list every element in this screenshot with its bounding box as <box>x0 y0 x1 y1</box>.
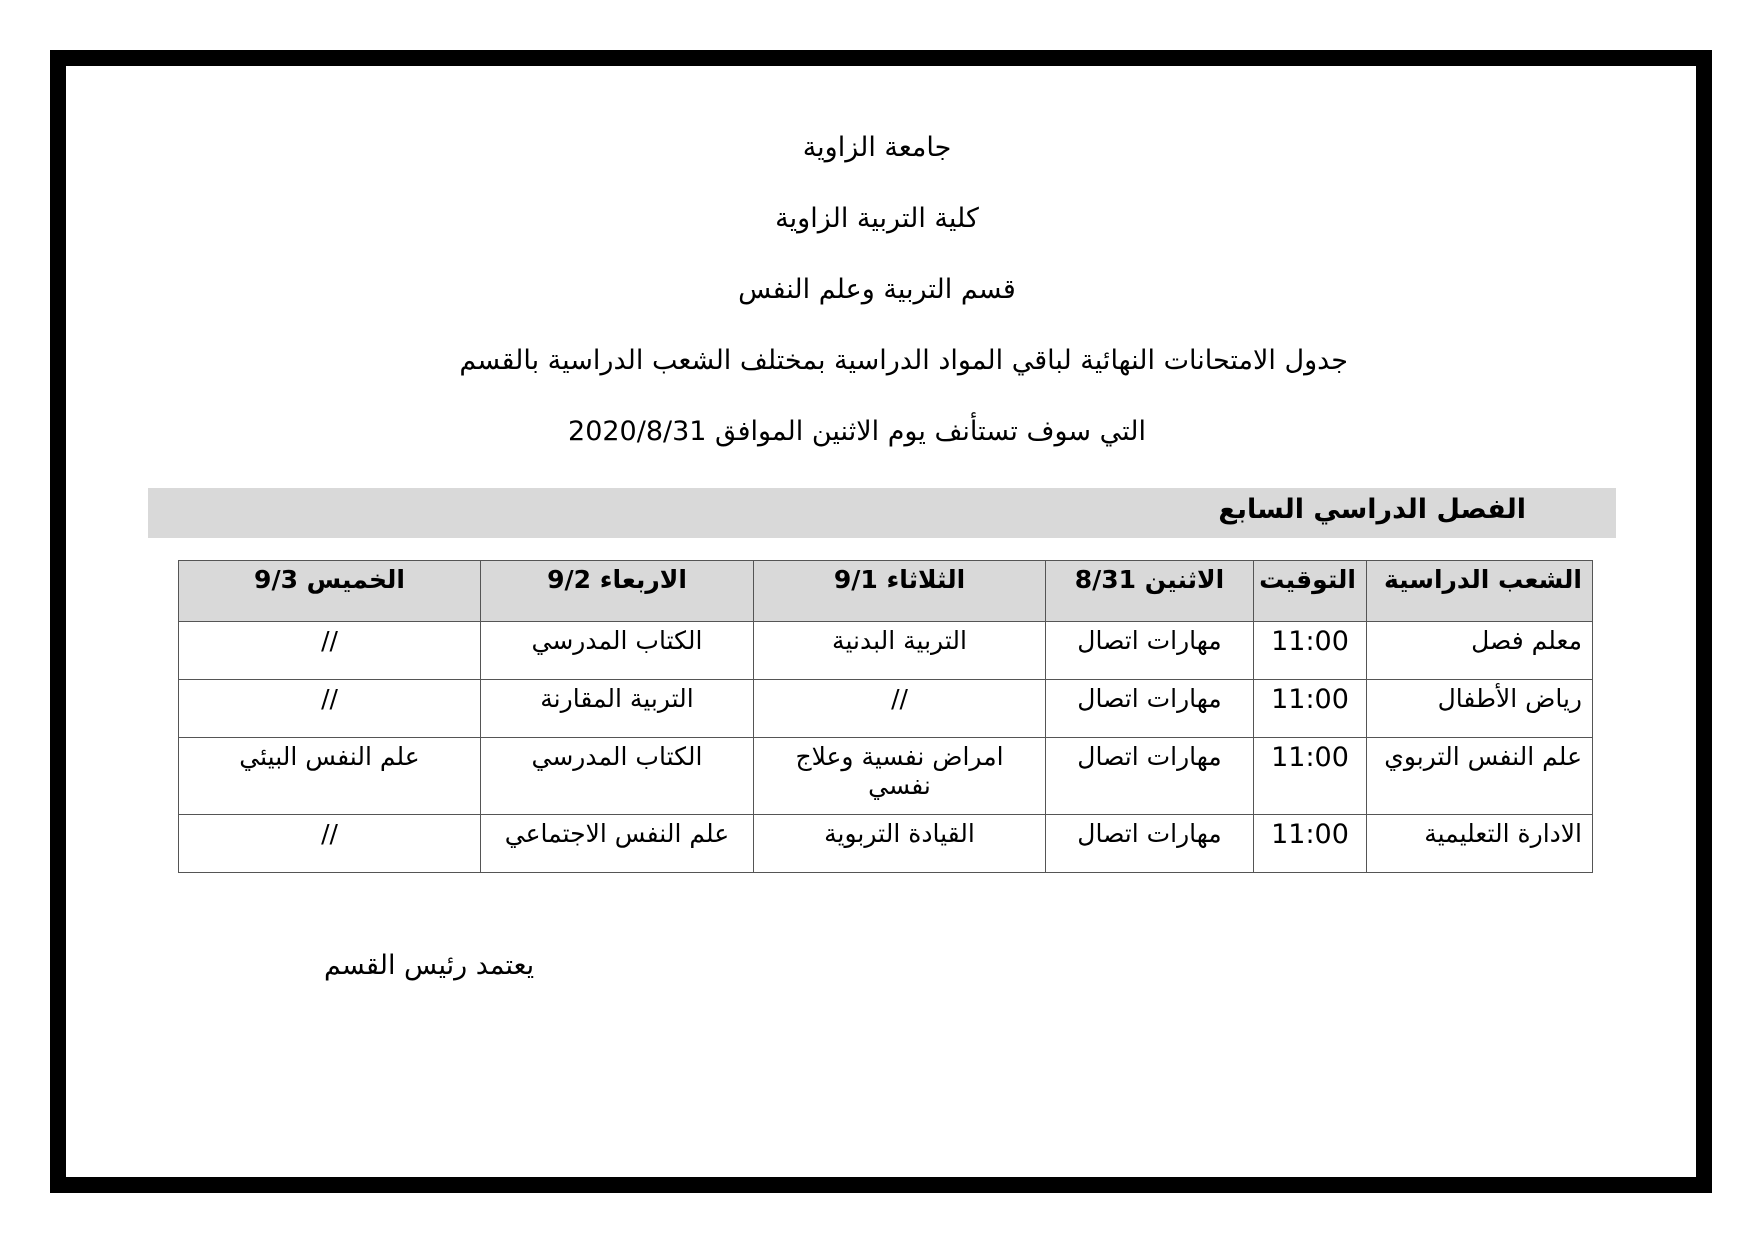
resume-note: التي سوف تستأنف يوم الاثنين الموافق 2020/8/31 <box>568 416 1146 447</box>
cell-branch: معلم فصل <box>1367 622 1593 680</box>
approval-signature-line: يعتمد رئيس القسم <box>324 950 535 981</box>
cell-wednesday: الكتاب المدرسي <box>481 738 754 815</box>
cell-branch: علم النفس التربوي <box>1367 738 1593 815</box>
cell-time: 11:00 <box>1254 622 1367 680</box>
header-branches: الشعب الدراسية <box>1367 561 1593 622</box>
schedule-title: جدول الامتحانات النهائية لباقي المواد الدراسية بمختلف الشعب الدراسية بالقسم <box>459 345 1348 376</box>
cell-time: 11:00 <box>1254 738 1367 815</box>
semester-bar <box>148 488 1616 538</box>
cell-thursday: // <box>179 622 481 680</box>
cell-monday: مهارات اتصال <box>1046 738 1254 815</box>
cell-time: 11:00 <box>1254 815 1367 873</box>
cell-monday: مهارات اتصال <box>1046 680 1254 738</box>
cell-tuesday: امراض نفسية وعلاج نفسي <box>754 738 1046 815</box>
header-monday: الاثنين 8/31 <box>1046 561 1254 622</box>
cell-wednesday: علم النفس الاجتماعي <box>481 815 754 873</box>
table-row <box>179 680 1593 738</box>
cell-thursday: // <box>179 815 481 873</box>
cell-time: 11:00 <box>1254 680 1367 738</box>
cell-thursday: علم النفس البيئي <box>179 738 481 815</box>
cell-thursday: // <box>179 680 481 738</box>
table-row <box>179 622 1593 680</box>
university-name: جامعة الزاوية <box>802 132 952 163</box>
cell-wednesday: الكتاب المدرسي <box>481 622 754 680</box>
cell-monday: مهارات اتصال <box>1046 815 1254 873</box>
header-time: التوقيت <box>1254 561 1367 622</box>
cell-branch: الادارة التعليمية <box>1367 815 1593 873</box>
table-header-row <box>179 561 1593 622</box>
header-thursday: الخميس 9/3 <box>179 561 481 622</box>
table-row <box>179 738 1593 815</box>
cell-tuesday: القيادة التربوية <box>754 815 1046 873</box>
header-wednesday: الاربعاء 9/2 <box>481 561 754 622</box>
cell-monday: مهارات اتصال <box>1046 622 1254 680</box>
semester-label: الفصل الدراسي السابع <box>1218 494 1526 525</box>
cell-tuesday: // <box>754 680 1046 738</box>
header-tuesday: الثلاثاء 9/1 <box>754 561 1046 622</box>
exam-schedule-table <box>178 560 1593 873</box>
table-row <box>179 815 1593 873</box>
department-name: قسم التربية وعلم النفس <box>738 274 1016 305</box>
faculty-name: كلية التربية الزاوية <box>775 203 979 234</box>
cell-wednesday: التربية المقارنة <box>481 680 754 738</box>
cell-branch: رياض الأطفال <box>1367 680 1593 738</box>
cell-tuesday: التربية البدنية <box>754 622 1046 680</box>
